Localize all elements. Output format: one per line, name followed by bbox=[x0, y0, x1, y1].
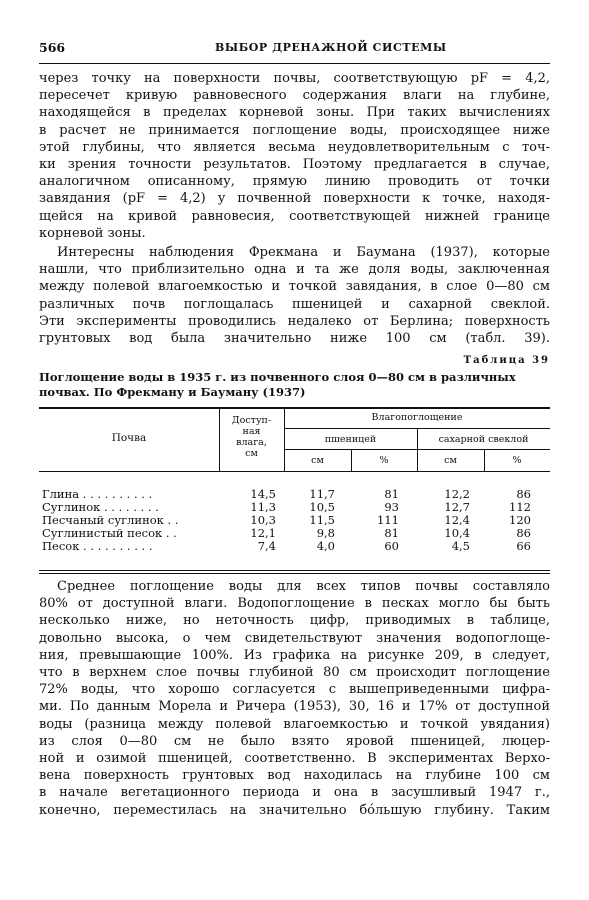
wheat-cm-header: см bbox=[311, 455, 324, 466]
table-bottom-rule-2 bbox=[39, 573, 550, 574]
text-line: из слоя 0—80 см не было взято яровой пшеницей, люцер- bbox=[39, 733, 550, 749]
text-line: довольно высока, о чем свидетельствуют значения водопоглоще- bbox=[39, 630, 550, 646]
beet-cm-cell: 10,4 bbox=[444, 526, 470, 540]
text-line: Эти эксперименты проводились недалеко от Берлина; поверхность bbox=[39, 313, 550, 329]
text-line: что в верхнем слое почвы глубиной 80 см происходит поглощение bbox=[39, 665, 550, 681]
wheat-column-header: пшеницей bbox=[324, 434, 377, 445]
text-line: Интересны наблюдения Фрекмана и Баумана (1937), которые bbox=[57, 245, 550, 260]
paragraph-2 bbox=[39, 244, 550, 347]
text-line: пересечет кривую равновесного содержания влаги на глубине, bbox=[39, 88, 550, 104]
header-rule bbox=[39, 63, 550, 64]
text-line: 72% воды, что хорошо согласуется с вышеприведенными цифра- bbox=[39, 682, 550, 698]
paragraph-3 bbox=[39, 578, 550, 819]
available-cell: 12,1 bbox=[250, 526, 276, 540]
running-header bbox=[39, 40, 550, 56]
beet-cm-cell: 12,4 bbox=[444, 513, 470, 527]
beet-cm-header: см bbox=[444, 455, 457, 466]
text-line: корневой зоны. bbox=[39, 225, 146, 241]
text-line: завядания (pF = 4,2) у почвенной поверхности к точке, находя- bbox=[39, 191, 550, 207]
beet-pct-cell: 66 bbox=[516, 539, 531, 553]
table-header-rule bbox=[39, 471, 550, 472]
table-row bbox=[39, 513, 550, 526]
paragraph-1 bbox=[39, 70, 550, 242]
table-label: Таблица 39 bbox=[463, 355, 550, 366]
text-line: между полевой влагоемкостью и точкой завядания, в слое 0—80 см bbox=[39, 279, 550, 295]
wheat-pct-cell: 60 bbox=[384, 539, 399, 553]
soil-cell: Глина . . . . . . . . . . bbox=[42, 487, 153, 501]
text-line: ки зрения точности результатов. Поэтому предлагается в случае, bbox=[39, 157, 550, 173]
available-cell: 11,3 bbox=[250, 500, 276, 514]
wheat-cm-cell: 9,8 bbox=[316, 526, 335, 540]
soil-cell: Суглинок . . . . . . . . bbox=[42, 500, 159, 514]
available-column-header: Доступ- ная влага, см bbox=[231, 415, 272, 459]
soil-cell: Суглинистый песок . . bbox=[42, 526, 177, 540]
wheat-cm-cell: 4,0 bbox=[316, 539, 335, 553]
text-line: грунтовых вод была значительно ниже 100 см (табл. 39). bbox=[39, 331, 550, 347]
soil-column-header: Почва bbox=[111, 432, 147, 444]
table-caption bbox=[39, 370, 550, 399]
beet-pct-cell: 86 bbox=[516, 487, 531, 501]
text-line: в расчет не принимается поглощение воды, происходящее ниже bbox=[39, 122, 550, 138]
text-line: воды (разница между полевой влагоемкостью и точкой увядания) bbox=[39, 716, 550, 732]
data-table bbox=[39, 407, 550, 575]
wheat-pct-header: % bbox=[379, 455, 389, 466]
text-line: Среднее поглощение воды для всех типов почвы составляло bbox=[57, 579, 550, 594]
soil-cell: Песчаный суглинок . . bbox=[42, 513, 179, 527]
beet-pct-cell: 120 bbox=[509, 513, 531, 527]
caption-line: Поглощение воды в 1935 г. из почвенного слоя 0—80 см в различных bbox=[39, 370, 516, 384]
wheat-pct-cell: 81 bbox=[384, 526, 399, 540]
running-title: ВЫБОР ДРЕНАЖНОЙ СИСТЕМЫ bbox=[215, 41, 447, 54]
text-line: аналогичном описанному, прямую линию проводить от точки bbox=[39, 174, 550, 190]
beet-pct-cell: 86 bbox=[516, 526, 531, 540]
text-line: нашли, что приблизительно одна и та же доля воды, заключенная bbox=[39, 262, 550, 278]
wheat-pct-cell: 111 bbox=[377, 513, 399, 527]
text-line: щейся на кривой равновесия, соответствующей нижней границе bbox=[39, 208, 550, 224]
text-line: вена поверхность грунтовых вод находилась на глубине 100 см bbox=[39, 768, 550, 784]
table-row bbox=[39, 500, 550, 513]
wheat-cm-cell: 11,7 bbox=[309, 487, 335, 501]
soil-cell: Песок . . . . . . . . . . bbox=[42, 539, 153, 553]
text-line: 80% от доступной влаги. Водопоглощение в песках могло бы быть bbox=[39, 596, 550, 612]
text-line: ной и озимой пшеницей, соответственно. В экспериментах Верхо- bbox=[39, 751, 550, 767]
text-line: этой глубины, что является весьма неудовлетворительным с точ- bbox=[39, 139, 550, 155]
text-line: конечно, переместилась на значительно бóльшую глубину. Таким bbox=[39, 802, 550, 818]
page-number: 566 bbox=[39, 40, 66, 55]
wheat-pct-cell: 93 bbox=[384, 500, 399, 514]
beet-column-header: сахарной свеклой bbox=[438, 434, 529, 445]
caption-line: почвах. По Фрекману и Бауману (1937) bbox=[39, 384, 306, 399]
text-line: ми. По данным Морела и Ричера (1953), 30, 16 и 17% от доступной bbox=[39, 699, 550, 715]
beet-pct-cell: 112 bbox=[509, 500, 531, 514]
text-line: несколько ниже, но неточность цифр, приводимых в таблице, bbox=[39, 613, 550, 629]
table-top-rule bbox=[39, 407, 550, 409]
beet-pct-header: % bbox=[512, 455, 522, 466]
table-row bbox=[39, 539, 550, 552]
text-line: через точку на поверхности почвы, соответствующую pF = 4,2, bbox=[39, 71, 550, 86]
table-row bbox=[39, 487, 550, 500]
wheat-cm-cell: 11,5 bbox=[309, 513, 335, 527]
available-cell: 14,5 bbox=[250, 487, 276, 501]
beet-cm-cell: 4,5 bbox=[451, 539, 470, 553]
wheat-cm-cell: 10,5 bbox=[309, 500, 335, 514]
text-line: находящейся в пределах корневой зоны. При таких вычислениях bbox=[39, 105, 550, 121]
uptake-column-header: Влагопоглощение bbox=[371, 412, 463, 423]
beet-cm-cell: 12,2 bbox=[444, 487, 470, 501]
beet-cm-cell: 12,7 bbox=[444, 500, 470, 514]
text-line: ния, превышающие 100%. Из графика на рисунке 209, в следует, bbox=[39, 647, 550, 663]
text-line: в начале вегетационного периода и она в засушливый 1947 г., bbox=[39, 785, 550, 801]
text-line: различных почв поглощалась пшеницей и сахарной свеклой. bbox=[39, 296, 550, 312]
table-row bbox=[39, 526, 550, 539]
available-cell: 7,4 bbox=[257, 539, 276, 553]
available-cell: 10,3 bbox=[250, 513, 276, 527]
table-bottom-rule bbox=[39, 570, 550, 571]
wheat-pct-cell: 81 bbox=[384, 487, 399, 501]
